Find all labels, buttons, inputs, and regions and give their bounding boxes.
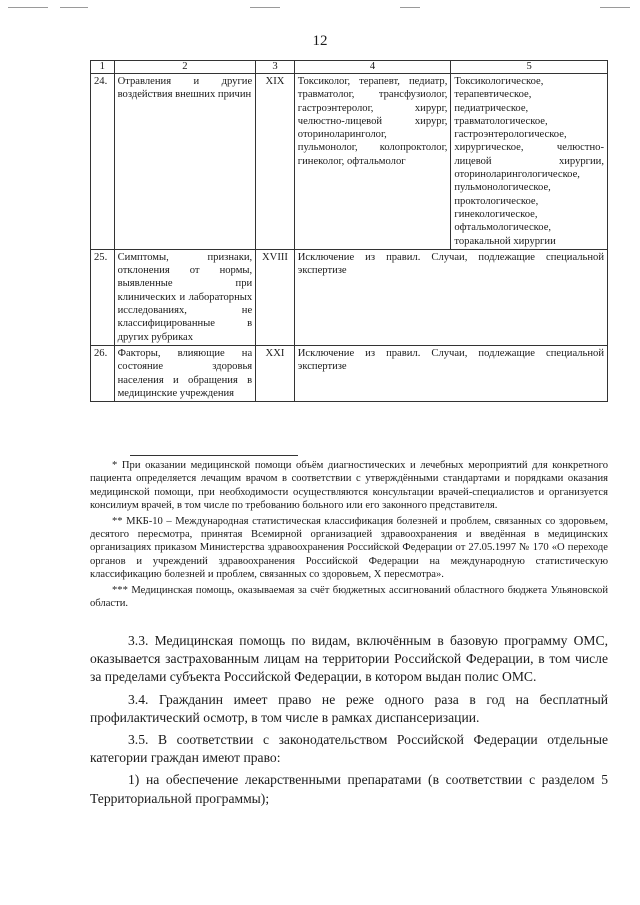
row-number: 24. [91, 74, 115, 250]
footnote-divider [130, 455, 298, 456]
paragraph-3-5: 3.5. В соответствии с законодательством Российской Федерации отдельные категории граждан имеют право: [90, 732, 608, 766]
diagnosis-group: Факторы, влияющие на состояние здоровья населения и обращения в медицинские учреждения [114, 345, 256, 401]
paragraph-3-3: 3.3. Медицинская помощь по видам, включённым в базовую программу ОМС, оказывается застрахованным лицам на территории Российской Федерации, в том числе за пределами субъекта Российской Федерации, в котором выдан полис ОМС. [90, 633, 608, 685]
paragraph-3-5-item-1: 1) на обеспечение лекарственными препаратами (в соответствии с разделом 5 Территориальной программы); [90, 772, 608, 806]
icd-class: XVIII [256, 249, 295, 345]
paragraph-3-4: 3.4. Гражданин имеет право не реже одного раза в год на бесплатный профилактический осмотр, в том числе в рамках диспансеризации. [90, 691, 608, 725]
bed-profile: Токсикологическое, терапевтическое, педиатрическое, травматологическое, гастроэнтерологическое, хирургическое, челюстно-лицевой хирургии, оториноларингологическое, пульмонологическое, проктологическое, гинекологическое, офтальмологическое, торакальной хирургии [451, 74, 608, 250]
row-number: 25. [91, 249, 115, 345]
table-row [91, 345, 608, 401]
table-header-row [91, 61, 608, 74]
header-cell-4: 4 [294, 61, 451, 74]
header-cell-1: 1 [91, 61, 115, 74]
merged-note: Исключение из правил. Случаи, подлежащие специальной экспертизе [294, 249, 607, 345]
footnote-1: * При оказании медицинской помощи объём диагностических и лечебных мероприятий для конкретного пациента определяется лечащим врачом в соответствии с утверждёнными стандартами и порядками оказания медицинской помощи, при необходимости осуществляются консультации врачей-специалистов и организуется консилиум врачей, в том числе по требованию больного или его законного представителя. [90, 460, 608, 512]
table-row [91, 249, 608, 345]
row-number: 26. [91, 345, 115, 401]
scan-top-marks [0, 7, 640, 9]
icd-class: XXI [256, 345, 295, 401]
page-number: 12 [312, 33, 328, 49]
body-text [90, 632, 608, 812]
diagnosis-table [90, 60, 608, 402]
header-cell-5: 5 [451, 61, 608, 74]
footnote-3: *** Медицинская помощь, оказываемая за счёт бюджетных ассигнований областного бюджета Ульяновской области. [90, 584, 608, 610]
diagnosis-group: Симптомы, признаки, отклонения от нормы, выявленные при клинических и лабораторных исследованиях, не классифицированные в других рубриках [114, 249, 256, 345]
specialists: Токсиколог, терапевт, педиатр, травматолог, трансфузиолог, гастроэнтеролог, хирург, челюстно-лицевой хирург, оториноларинголог, пульмонолог, колопроктолог, гинеколог, офтальмолог [294, 74, 451, 250]
header-cell-2: 2 [114, 61, 256, 74]
footnote-2: ** МКБ-10 – Международная статистическая классификация болезней и проблем, связанных со здоровьем, десятого пересмотра, принятая Всемирной организацией здравоохранения и введённая в медицинских организациях приказом Министерства здравоохранения Российской Федерации от 27.05.1997 № 170 «О переходе органов и учреждений здравоохранения Российской Федерации на международную статистическую классификацию болезней и проблем, связанных со здоровьем, X пересмотра». [90, 515, 608, 581]
table-row [91, 74, 608, 250]
header-cell-3: 3 [256, 61, 295, 74]
merged-note: Исключение из правил. Случаи, подлежащие специальной экспертизе [294, 345, 607, 401]
footnotes [90, 459, 608, 612]
icd-class: XIX [256, 74, 295, 250]
diagnosis-group: Отравления и другие воздействия внешних причин [114, 74, 256, 250]
